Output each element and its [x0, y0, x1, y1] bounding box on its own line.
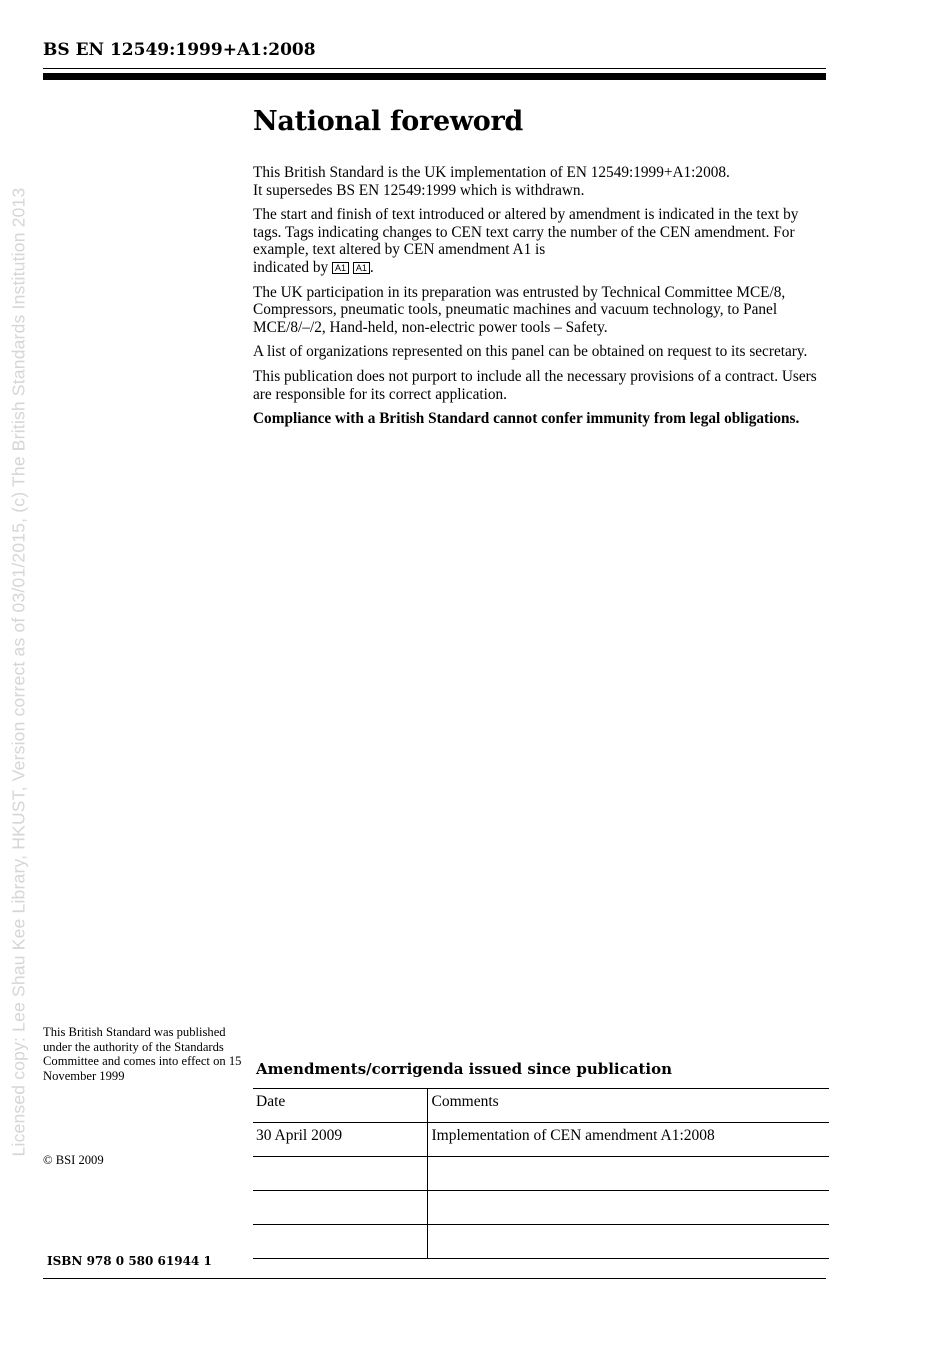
foreword-p2-end: indicated by: [253, 258, 329, 276]
foreword-p2-suffix: .: [369, 258, 374, 276]
foreword-body: [253, 164, 823, 435]
table-row: [253, 1157, 829, 1191]
table-cell-comment: Implementation of CEN amendment A1:2008: [427, 1123, 829, 1157]
foreword-p1-line1: This British Standard is the UK implementation of EN 12549:1999+A1:2008.: [253, 164, 730, 181]
foreword-paragraph-3: The UK participation in its preparation was entrusted by Technical Committee MCE/8, Compressors, pneumatic tools, pneumatic machines and vacuum technology, to Panel MCE/8/–/2, Hand-held, non-electric power tools – Safety.: [253, 283, 786, 336]
table-row: [253, 1225, 829, 1259]
column-header-date: Date: [253, 1089, 427, 1123]
publication-note: This British Standard was published under the authority of the Standards Committee and comes into effect on 15 November 1999: [43, 1025, 242, 1083]
amendment-start-tag-icon: A1: [332, 262, 349, 274]
foreword-paragraph-4: A list of organizations represented on this panel can be obtained on request to its secretary.: [253, 343, 808, 361]
foreword-paragraph-5: This publication does not purport to include all the necessary provisions of a contract. Users are responsible for its correct application.: [253, 367, 817, 403]
table-header-row: [253, 1089, 829, 1123]
table-cell-date: 30 April 2009: [253, 1123, 427, 1157]
table-row: [253, 1123, 829, 1157]
isbn: ISBN 978 0 580 61944 1: [47, 1254, 212, 1268]
table-row: [253, 1191, 829, 1225]
amendments-table: [253, 1088, 829, 1259]
foreword-paragraph-2: [253, 206, 823, 276]
amendment-end-tag-icon: A1: [353, 262, 370, 274]
header-divider-thick: [43, 73, 826, 80]
table-cell-comment: [427, 1191, 829, 1225]
foreword-p2-text: The start and finish of text introduced or altered by amendment is indicated in the text by tags. Tags indicating changes to CEN text carry the number of the CEN amendment. For example, text altered by CEN amendment A1 is: [253, 206, 799, 259]
compliance-statement: Compliance with a British Standard cannot confer immunity from legal obligations.: [253, 410, 800, 428]
table-cell-date: [253, 1157, 427, 1191]
footer-divider: [43, 1278, 826, 1279]
license-watermark: Licensed copy: Lee Shau Kee Library, HKUST, Version correct as of 03/01/2015, (c) The British Standards Institution 2013: [8, 187, 29, 1157]
table-cell-comment: [427, 1157, 829, 1191]
header-divider-thin: [43, 68, 826, 69]
table-cell-date: [253, 1225, 427, 1259]
table-cell-date: [253, 1191, 427, 1225]
column-header-comments: Comments: [427, 1089, 829, 1123]
table-cell-comment: [427, 1225, 829, 1259]
copyright-notice: © BSI 2009: [43, 1153, 104, 1167]
document-code: BS EN 12549:1999+A1:2008: [43, 40, 316, 60]
page-title: National foreword: [253, 106, 523, 137]
foreword-p1-line2: It supersedes BS EN 12549:1999 which is withdrawn.: [253, 181, 585, 199]
amendments-title: Amendments/corrigenda issued since publication: [256, 1060, 672, 1078]
foreword-paragraph-1: [253, 164, 823, 199]
